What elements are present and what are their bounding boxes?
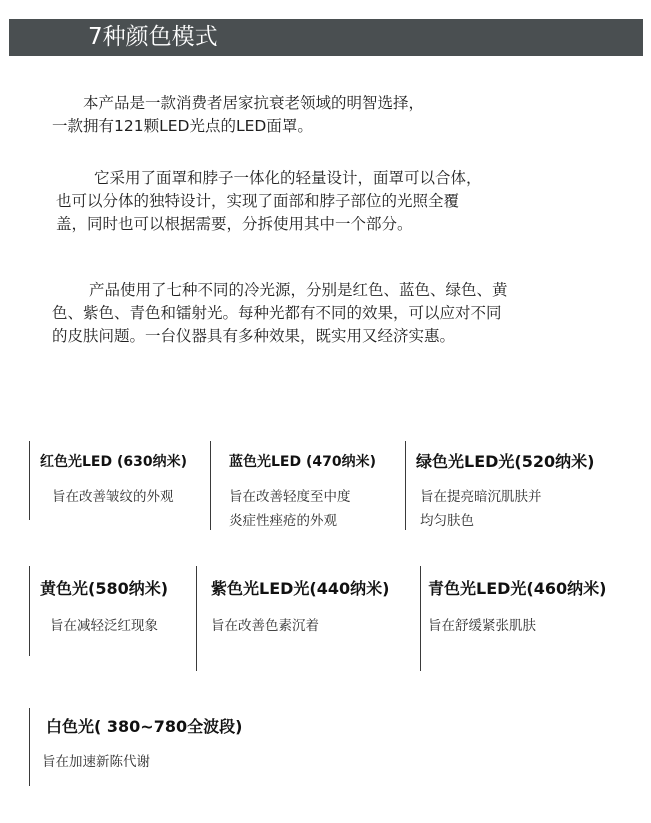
mode-description <box>420 485 542 533</box>
section-title: 7种颜色模式 <box>88 24 218 50</box>
mode-title: 青色光LED光(460纳米) <box>428 579 607 598</box>
mode-description <box>428 614 536 638</box>
mode-purple <box>196 566 417 671</box>
intro-paragraph <box>52 92 424 138</box>
mode-blue <box>210 441 401 530</box>
mode-title: 白色光( 380~780全波段) <box>46 717 243 736</box>
mode-description <box>42 750 150 774</box>
paragraph-line: 它采用了面罩和脖子一体化的轻量设计，面罩可以合体， <box>94 169 482 187</box>
mode-description-line: 均匀肤色 <box>420 513 474 529</box>
mode-description-line: 旨在提亮暗沉肌肤并 <box>420 489 542 505</box>
mode-title: 蓝色光LED (470纳米) <box>229 454 376 470</box>
mode-description-line: 旨在减轻泛红现象 <box>50 618 158 634</box>
mode-description-line: 旨在改善轻度至中度 <box>229 489 351 505</box>
mode-description-line: 旨在加速新陈代谢 <box>42 754 150 770</box>
mode-red <box>29 441 205 520</box>
mode-title: 黄色光(580纳米) <box>40 579 169 598</box>
mode-description <box>52 485 174 509</box>
paragraph-line: 产品使用了七种不同的冷光源，分别是红色、蓝色、绿色、黄 <box>89 281 508 299</box>
mode-description-line: 旨在改善皱纹的外观 <box>52 489 174 505</box>
mode-description <box>211 614 319 638</box>
paragraph-line: 的皮肤问题。一台仪器具有多种效果，既实用又经济实惠。 <box>52 327 456 345</box>
paragraph-line: 本产品是一款消费者居家抗衰老领域的明智选择， <box>83 94 425 112</box>
mode-description-line: 旨在改善色素沉着 <box>211 618 319 634</box>
mode-description-line: 旨在舒缓紧张肌肤 <box>428 618 536 634</box>
mode-description <box>229 485 351 533</box>
paragraph-line: 盖，同时也可以根据需要，分拆使用其中一个部分。 <box>56 215 413 233</box>
paragraph-line: 也可以分体的独特设计，实现了面部和脖子部位的光照全覆 <box>56 192 460 210</box>
paragraph-line: 一款拥有121颗LED光点的LED面罩。 <box>52 117 313 135</box>
mode-title: 紫色光LED光(440纳米) <box>211 579 390 598</box>
mode-green <box>405 441 636 530</box>
mode-description <box>50 614 158 638</box>
design-paragraph <box>52 167 482 236</box>
mode-title: 绿色光LED光(520纳米) <box>416 452 595 471</box>
mode-white <box>29 708 290 786</box>
mode-cyan <box>420 566 643 671</box>
mode-yellow <box>29 566 190 656</box>
mode-description-line: 炎症性痤疮的外观 <box>229 513 337 529</box>
section-header-bar <box>9 19 643 56</box>
light-sources-paragraph <box>52 279 508 348</box>
paragraph-line: 色、紫色、青色和镭射光。每种光都有不同的效果，可以应对不同 <box>52 304 502 322</box>
mode-title: 红色光LED (630纳米) <box>40 454 187 470</box>
